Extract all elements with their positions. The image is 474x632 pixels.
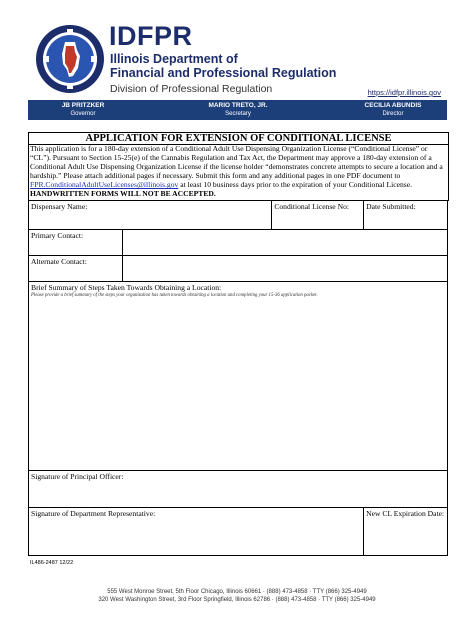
field-label: Date Submitted: [366, 202, 416, 211]
website-link[interactable]: https://idfpr.illinois.gov [367, 88, 441, 97]
official-title: Governor [70, 111, 96, 117]
field-label: Conditional License No: [274, 202, 349, 211]
officials-bar [28, 100, 447, 120]
signature-department-field[interactable] [29, 508, 364, 556]
department-name-line1: Illinois Department of [110, 52, 238, 66]
official-name: CECILIA ABUNDIS [364, 102, 422, 109]
division-name: Division of Professional Regulation [110, 83, 273, 95]
official-governor [28, 102, 138, 118]
field-label: Dispensary Name: [31, 202, 88, 211]
official-name: JB PRITZKER [61, 102, 105, 109]
submission-email-link[interactable]: FPR.ConditionalAdultUseLicenses@illinois.gov [30, 180, 179, 190]
official-director [338, 102, 448, 118]
field-label: Primary Contact: [31, 231, 84, 240]
official-title: Director [382, 111, 404, 117]
official-title: Secretary [225, 111, 251, 117]
field-label: New CL Expiration Date: [366, 509, 445, 518]
handwritten-notice: HANDWRITTEN FORMS WILL NOT BE ACCEPTED. [30, 189, 216, 199]
signature-principal-field[interactable] [29, 471, 448, 508]
logo-title: IDFPR [109, 21, 193, 51]
primary-contact-label-cell [29, 230, 123, 256]
application-form-grid [28, 200, 448, 556]
official-name: MARIO TRETO, JR. [208, 102, 268, 109]
intro-text: This application is for a 180-day extension of a Conditional Adult Use Dispensing Organization License (“Conditional License” or “CL”). Pursuant to Section 15-25(e) of the Cannabis Regulation and Tax Act, the Department may approve a 180-day extension of a Conditional Adult Use Dispensing Organization License if the license holder “demonstrates concrete attempts to secure a location and a hardship.” Please attach additional pages if necessary. Submit this form and any additional pages in one PDF document to [30, 144, 443, 181]
date-submitted-field[interactable] [364, 201, 448, 230]
field-label: Signature of Principal Officer: [31, 472, 124, 481]
primary-contact-field[interactable] [122, 230, 447, 256]
department-name-line2: Financial and Professional Regulation [110, 66, 337, 80]
intro-text-end: at least 10 business days prior to the expiration of your Conditional License. [178, 180, 412, 190]
brief-summary-field[interactable] [29, 282, 448, 471]
summary-instructions: Please provide a brief summary of the steps your organization has taken towards obtaining a location and completing your 15-36 application packet. [31, 293, 318, 298]
form-id: IL486-2487 12/22 [30, 560, 74, 566]
field-label: Brief Summary of Steps Taken Towards Obtaining a Location: [31, 283, 222, 292]
field-label: Signature of Department Representative: [31, 509, 156, 518]
form-title: APPLICATION FOR EXTENSION OF CONDITIONAL LICENSE [28, 132, 449, 145]
new-cl-expiration-field[interactable] [364, 508, 448, 556]
footer-address-chicago: 555 West Monroe Street, 5th Floor Chicago, Illinois 60661 · (888) 473-4858 · TTY (866) 325-4949 [107, 589, 367, 595]
footer-address-springfield: 320 West Washington Street, 3rd Floor Springfield, Illinois 62786 · (888) 473-4858 · TTY (866) 325-4949 [98, 597, 376, 603]
official-secretary [183, 102, 293, 118]
idfpr-seal-logo [35, 24, 105, 94]
alternate-contact-label-cell [29, 256, 123, 282]
field-label: Alternate Contact: [31, 257, 87, 266]
intro-paragraph [28, 144, 449, 201]
alternate-contact-field[interactable] [122, 256, 447, 282]
conditional-license-no-field[interactable] [272, 201, 364, 230]
dispensary-name-field[interactable] [29, 201, 272, 230]
